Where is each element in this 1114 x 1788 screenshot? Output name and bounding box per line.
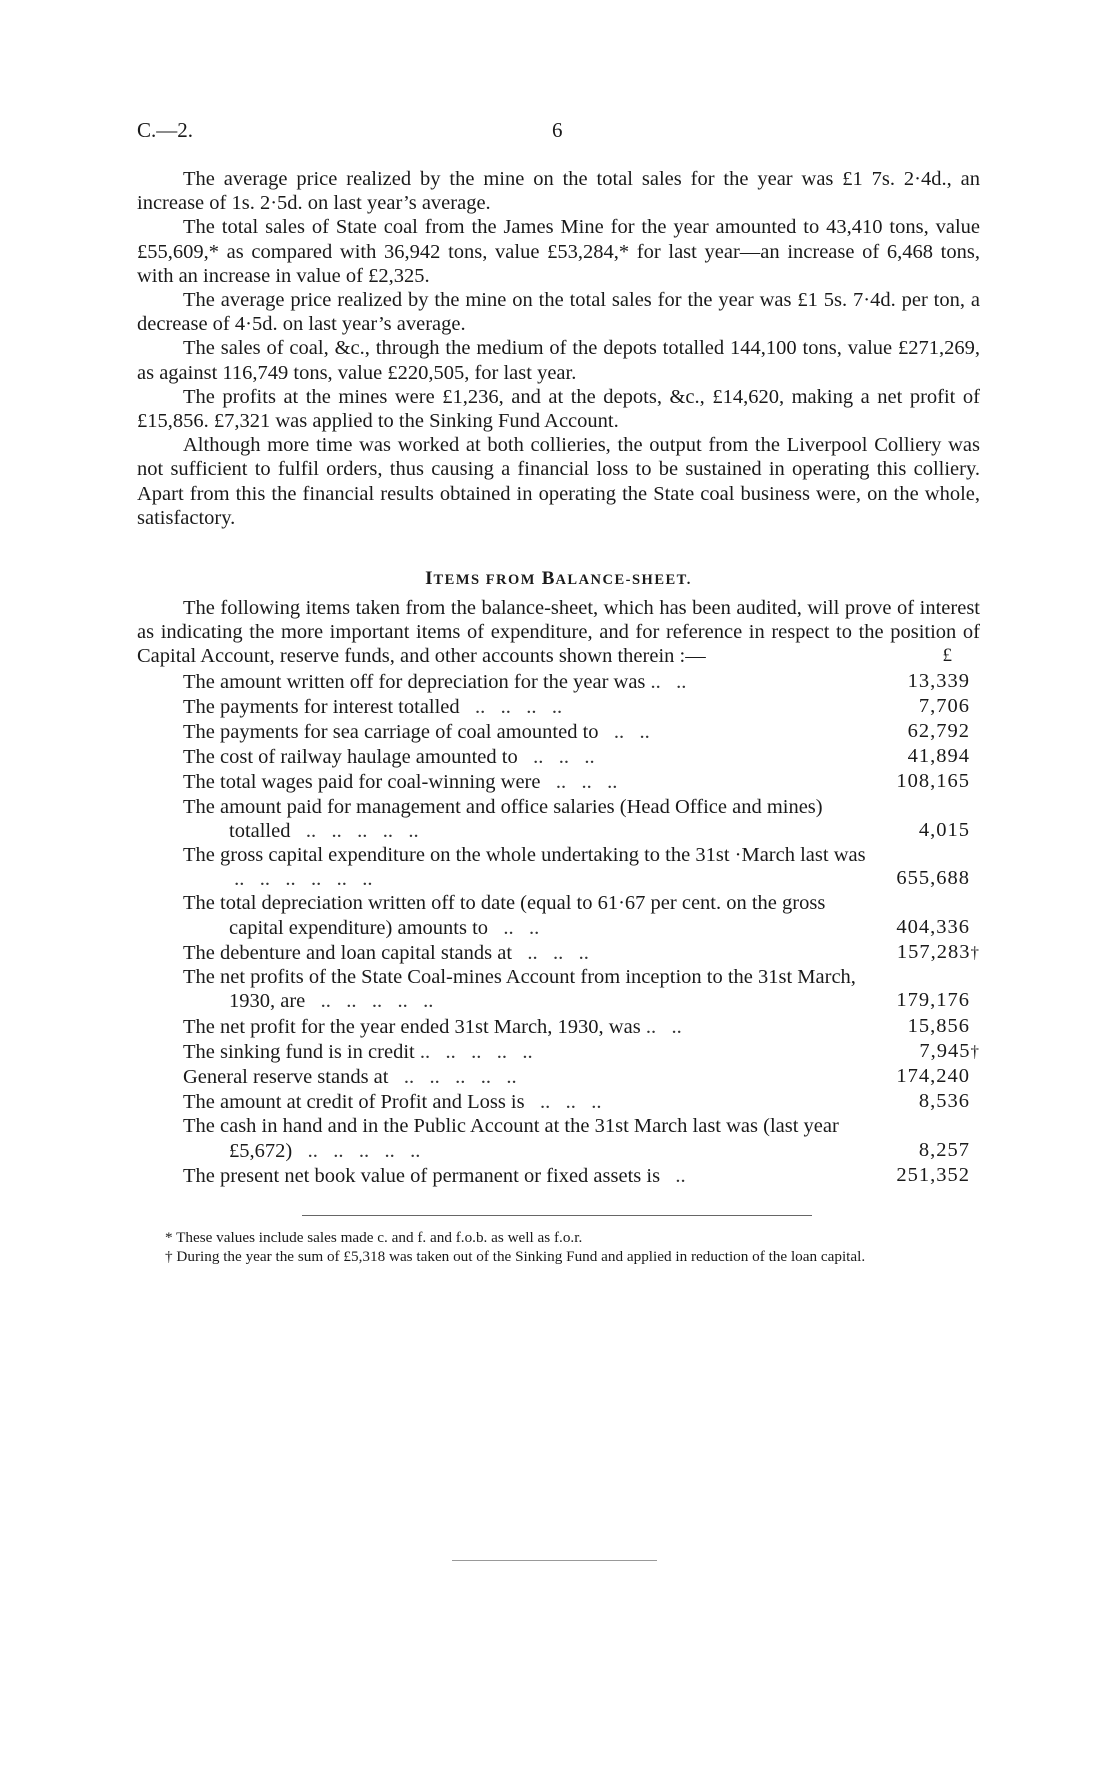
balance-sheet-row: [137, 965, 980, 1013]
balance-sheet-row: [137, 891, 980, 939]
item-label: The amount at credit of Profit and Loss is: [183, 1091, 525, 1114]
item-label: The net profits of the State Coal-mines Account from inception to the 31st March, 1930, are: [183, 966, 856, 1013]
item-label: The amount written off for depreciation for the year was: [183, 670, 646, 693]
item-label-cell: [137, 1163, 872, 1188]
item-label-cell: [137, 694, 872, 719]
dot-leader: .. .. .. .. ..: [292, 1139, 421, 1162]
item-value: 174,240: [896, 1064, 970, 1087]
item-label-cell: [137, 940, 872, 965]
item-label: The cash in hand and in the Public Account at the 31st March last was (last year £5,672): [183, 1115, 839, 1162]
item-label: General reserve stands at: [183, 1065, 389, 1088]
dot-leader: .. .. .. .. ..: [414, 1040, 533, 1063]
dot-leader: .. .. .. .. .. ..: [229, 868, 373, 891]
item-label-cell: [137, 891, 872, 939]
item-value-cell: [872, 1163, 980, 1188]
balance-sheet-row: [137, 719, 980, 744]
item-value: 41,894: [907, 745, 970, 768]
item-value-cell: [872, 694, 980, 719]
item-value: 251,352: [896, 1163, 970, 1186]
item-value: 157,283: [896, 940, 971, 963]
item-label-cell: [137, 719, 872, 744]
balance-sheet-intro: [137, 596, 980, 669]
item-value: 62,792: [907, 720, 970, 743]
paragraph: Although more time was worked at both collieries, the output from the Liverpool Colliery was not sufficient to fulfil orders, thus causing a financial loss to be sustained in operating this colliery. Apart from this the financial results obtained in operating the State coal business were, on the whole, satisfactory.: [137, 434, 980, 529]
item-value-cell: [872, 940, 980, 965]
balance-sheet-row: [137, 669, 980, 694]
dot-leader: .. ..: [640, 1015, 682, 1038]
dot-leader: .. .. ..: [517, 746, 595, 769]
item-label-cell: [137, 1089, 872, 1114]
footnote-divider: [302, 1215, 812, 1216]
item-value-cell: [872, 669, 980, 694]
dot-leader: .. .. ..: [512, 941, 589, 964]
balance-sheet-row: [137, 769, 980, 794]
item-value: 8,536: [918, 1090, 970, 1113]
item-label: The payments for sea carriage of coal amounted to: [183, 721, 599, 744]
item-value: 7,945: [919, 1039, 971, 1062]
item-label-cell: [137, 965, 872, 1013]
item-value-cell: [872, 1014, 980, 1039]
item-label-cell: [137, 1014, 872, 1039]
dot-leader: .. .. ..: [524, 1091, 602, 1114]
item-label-cell: [137, 769, 872, 794]
item-label-cell: [137, 1039, 872, 1064]
item-value-cell: [872, 843, 980, 891]
paragraph: The total sales of State coal from the James Mine for the year amounted to 43,410 tons, value £55,609,* as compared with 36,942 tons, value £53,284,* for last year—an increase of 6,468 tons, with an increase in value of £2,325.: [137, 216, 980, 287]
paragraph: The average price realized by the mine on the total sales for the year was £1 7s. 2·4d., an increase of 1s. 2·5d. on last year’s average.: [137, 168, 980, 215]
item-label: The net profit for the year ended 31st March, 1930, was: [183, 1015, 641, 1038]
balance-sheet-row: [137, 795, 980, 843]
item-value: 8,257: [918, 1138, 970, 1161]
item-label-cell: [137, 843, 872, 891]
item-label-cell: [137, 1114, 872, 1162]
balance-sheet-row: [137, 843, 980, 891]
item-label-cell: [137, 795, 872, 843]
item-label-cell: [137, 744, 872, 769]
item-value-cell: [872, 1089, 980, 1114]
footnote: † During the year the sum of £5,318 was taken out of the Sinking Fund and applied in reduction of the loan capital.: [165, 1248, 866, 1265]
item-value-cell: [872, 965, 980, 1013]
footnotes: [137, 1228, 980, 1266]
item-value: 108,165: [896, 770, 970, 793]
closing-rule: [452, 1560, 657, 1561]
item-value: 4,015: [918, 818, 970, 841]
footnote-mark: †: [970, 1041, 980, 1061]
paragraph: The profits at the mines were £1,236, and at the depots, &c., £14,620, making a net profit of £15,856. £7,321 was applied to the Sinking Fund Account.: [137, 385, 980, 433]
item-label: The gross capital expenditure on the whole undertaking to the 31st ·March last was: [183, 844, 866, 867]
item-value: 15,856: [907, 1014, 970, 1037]
item-label: The amount paid for management and office salaries (Head Office and mines) totalled: [183, 795, 823, 842]
section-heading: ITEMS FROM BALANCE-SHEET.: [425, 568, 692, 590]
item-label: The present net book value of permanent or fixed assets is: [183, 1164, 661, 1187]
item-value-cell: [872, 1064, 980, 1089]
item-label: The payments for interest totalled: [183, 695, 460, 718]
item-value-cell: [872, 719, 980, 744]
dot-leader: .. .. .. ..: [459, 695, 563, 718]
item-value: 404,336: [896, 915, 970, 938]
dot-leader: ..: [660, 1164, 686, 1187]
item-label-cell: [137, 669, 872, 694]
balance-sheet-row: [137, 1014, 980, 1039]
document-body: [137, 167, 980, 1188]
item-label: The total wages paid for coal-winning were: [183, 771, 541, 794]
dot-leader: .. ..: [488, 916, 540, 939]
item-value: 655,688: [896, 867, 970, 890]
balance-sheet-row: [137, 1039, 980, 1064]
paragraph: The average price realized by the mine on the total sales for the year was £1 5s. 7·4d. per ton, a decrease of 4·5d. on last year’s average.: [137, 289, 980, 336]
dot-leader: .. .. .. .. ..: [290, 819, 419, 842]
balance-sheet-row: [137, 1064, 980, 1089]
balance-sheet-row: [137, 1163, 980, 1188]
dot-leader: .. .. .. .. ..: [305, 990, 434, 1013]
balance-sheet-row: [137, 744, 980, 769]
paragraph: The sales of coal, &c., through the medium of the depots totalled 144,100 tons, value £271,269, as against 116,749 tons, value £220,505, for last year.: [137, 337, 980, 384]
balance-sheet-table: [137, 669, 980, 1188]
item-value-cell: [872, 891, 980, 939]
item-value-cell: [872, 1039, 980, 1064]
item-value: 7,706: [918, 694, 970, 717]
item-label: The debenture and loan capital stands at: [183, 941, 513, 964]
item-value-cell: [872, 744, 980, 769]
balance-sheet-row: [137, 940, 980, 965]
footnote-mark: †: [970, 942, 980, 962]
balance-sheet-row: [137, 694, 980, 719]
dot-leader: .. ..: [598, 721, 650, 744]
item-value-cell: [872, 769, 980, 794]
balance-sheet-row: [137, 1114, 980, 1162]
dot-leader: .. .. .. .. ..: [388, 1065, 517, 1088]
item-label: The cost of railway haulage amounted to: [183, 746, 518, 769]
dot-leader: .. ..: [645, 670, 687, 693]
item-value-cell: [872, 1114, 980, 1162]
currency-column-header: £: [942, 645, 952, 667]
item-value: 13,339: [907, 669, 970, 692]
footnote: * These values include sales made c. and f. and f.o.b. as well as f.o.r.: [165, 1229, 583, 1246]
item-value: 179,176: [896, 989, 970, 1012]
item-label-cell: [137, 1064, 872, 1089]
running-head: [137, 118, 980, 144]
document-reference: C.—2.: [137, 118, 194, 142]
intro-paragraph: The following items taken from the balance-sheet, which has been audited, will prove of interest as indicating the more important items of expenditure, and for reference in respect to the position of Capital Account, reserve funds, and other accounts shown therein :—: [137, 597, 980, 668]
balance-sheet-row: [137, 1089, 980, 1114]
item-label: The sinking fund is in credit: [183, 1040, 415, 1063]
item-label: The total depreciation written off to date (equal to 61·67 per cent. on the gross capital expenditure) amounts to: [183, 892, 826, 939]
page-number: 6: [552, 118, 563, 142]
item-value-cell: [872, 795, 980, 843]
dot-leader: .. .. ..: [540, 771, 618, 794]
